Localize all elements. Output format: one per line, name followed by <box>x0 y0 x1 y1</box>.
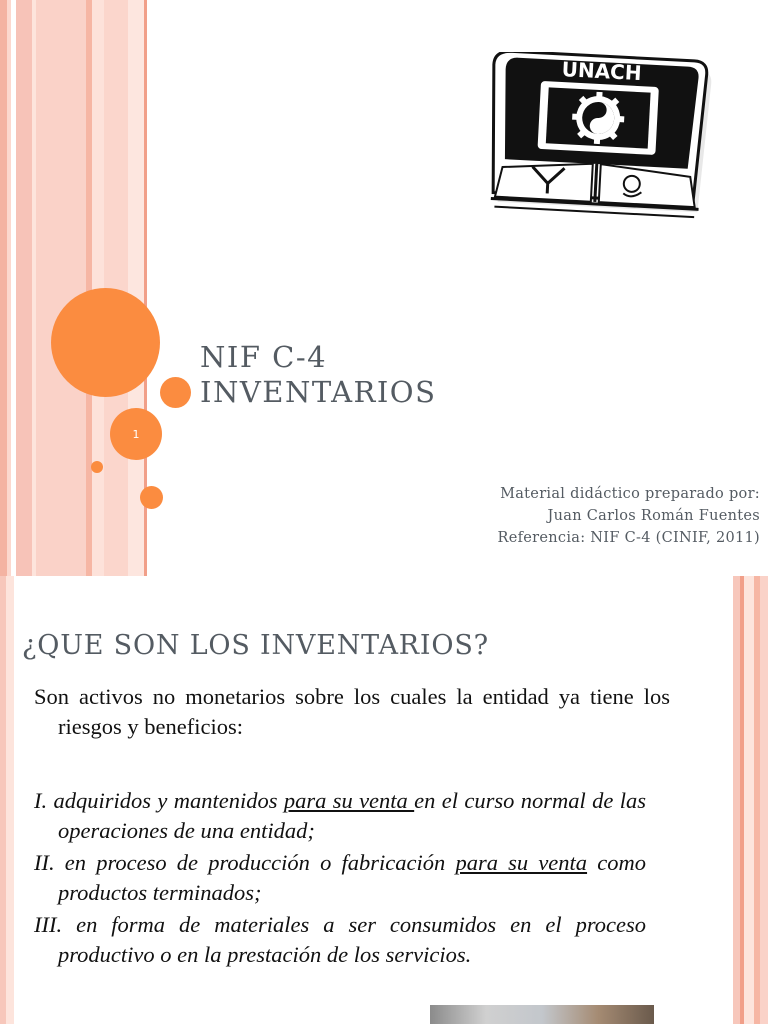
slide-title <box>200 340 436 410</box>
page-number: 1 <box>132 427 140 441</box>
slide-heading: ¿QUE SON LOS INVENTARIOS? <box>22 630 489 661</box>
item-text: en el curso normal de las operaciones de una entidad; <box>58 788 646 843</box>
decor-circle-large <box>51 288 160 397</box>
unach-logo-icon <box>484 52 712 230</box>
credit-line: Material didáctico preparado por: <box>500 486 760 502</box>
item-emphasis: para su venta <box>455 850 588 875</box>
side-stripe <box>0 0 7 576</box>
side-stripe <box>36 0 86 576</box>
list-item <box>34 786 646 846</box>
credit-line: Referencia: NIF C-4 (CINIF, 2011) <box>497 530 760 546</box>
item-text: II. en proceso de producción o fabricación <box>34 850 456 875</box>
side-stripe <box>733 576 740 1024</box>
logo-name: UNACH <box>561 57 643 86</box>
side-stripe <box>744 576 754 1024</box>
side-stripe <box>6 576 14 1024</box>
item-emphasis: para su venta <box>283 788 415 813</box>
side-stripe <box>760 576 768 1024</box>
item-text: I. adquiridos y mantenidos <box>34 788 284 813</box>
list-item: III. en forma de materiales a ser consumidos en el proceso productivo o en la prestación de los servicios. <box>34 912 646 967</box>
side-stripe <box>16 0 32 576</box>
decor-circle <box>160 377 191 408</box>
warehouse-photo <box>430 1005 654 1024</box>
credits <box>498 483 760 549</box>
intro-paragraph: Son activos no monetarios sobre los cuales la entidad ya tiene los riesgos y beneficios: <box>34 684 670 739</box>
list-item <box>34 848 646 908</box>
credit-line: Juan Carlos Román Fuentes <box>547 508 760 524</box>
decor-circle <box>140 486 163 509</box>
item-text: como productos terminados; <box>58 850 646 905</box>
inventory-list <box>34 786 646 970</box>
title-line: NIF C-4 <box>200 340 328 374</box>
decor-circle-small <box>91 461 103 473</box>
title-line: INVENTARIOS <box>200 375 437 409</box>
